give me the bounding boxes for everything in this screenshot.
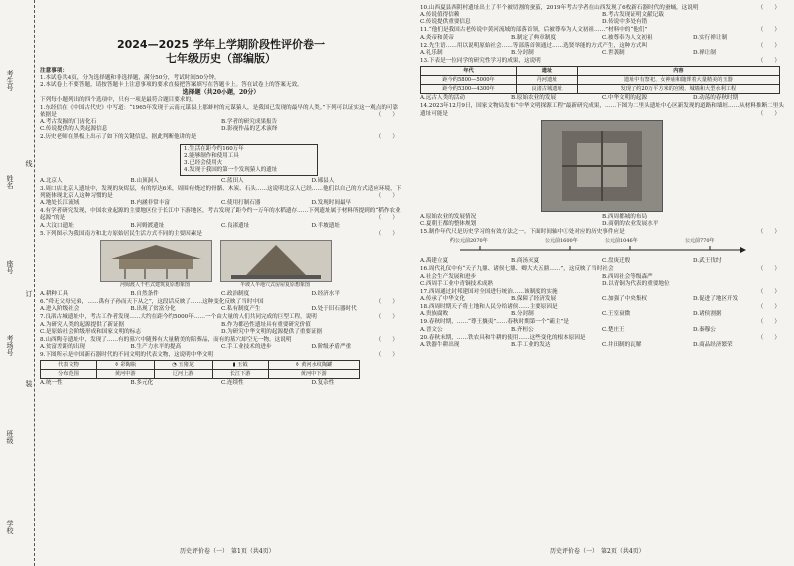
- option: D.影视作品的艺术演绎: [221, 126, 278, 133]
- question-2: [40, 134, 402, 184]
- option: A.耕种工具: [40, 290, 69, 297]
- option: C.连续性: [221, 380, 244, 387]
- question-3: [40, 186, 402, 207]
- answer-blank: （ ）: [375, 134, 398, 141]
- table-header: 遗址: [517, 67, 578, 76]
- option: D.武王伐纣: [693, 258, 722, 265]
- option: B.原始农业的发展: [511, 95, 557, 102]
- answer-blank: （ ）: [375, 230, 398, 237]
- pottery-jar-icon: ⚱: [295, 361, 300, 368]
- table-cell: 黄河中下游: [268, 370, 359, 379]
- clue-line: 3.已经会使用火: [184, 159, 223, 166]
- question-stem: 6.“舜无父母兄弟，……禹有子孙而天下从之”，这段话反映了……这种变化反映了当时中国: [40, 299, 264, 306]
- label-school: 学校: [6, 520, 14, 534]
- exam-title: 2024—2025 学年上学期阶段性评价卷一: [116, 38, 326, 51]
- picture-caption: 半坡人半地穴式房屋复原想象图: [239, 281, 310, 288]
- question-6: [40, 299, 402, 313]
- option: B.河姆渡遗址: [130, 222, 165, 229]
- option: D.商品经济繁荣: [693, 341, 733, 348]
- question-10: [420, 5, 784, 26]
- option: C.私有制度产生: [221, 306, 261, 313]
- option: B.保障了经济发展: [511, 295, 557, 302]
- question-stem: 9.下图所示是中国新石器时代的不同文明的代表文物，这说明中华文明: [40, 352, 214, 359]
- answer-blank: （ ）: [757, 304, 780, 311]
- answer-blank: （ ）: [375, 299, 398, 306]
- option: C.良渚遗址: [221, 222, 250, 229]
- option: D.阶级矛盾严重: [311, 344, 352, 351]
- question-18: [420, 304, 784, 318]
- artifact-table: [40, 360, 360, 379]
- option: C.是原始社会阶级形成和国家文明的标志: [40, 328, 141, 335]
- answer-blank: （ ）: [757, 58, 780, 65]
- option: A.统一性: [40, 380, 63, 387]
- table-cell: 遗址中有祭祀、女神庙和随葬着大量精美的玉器: [577, 76, 779, 85]
- option: A.炎帝和黄帝: [420, 34, 454, 41]
- jade-dragon-icon: ◔: [172, 361, 177, 368]
- option: A.地处长江流域: [40, 200, 80, 207]
- option: B.西周都城的布局: [602, 213, 648, 220]
- option: B.齐桓公: [511, 326, 534, 333]
- option: D.半坡遗址: [311, 222, 340, 229]
- timeline-label: 约公元前2070年: [450, 238, 488, 245]
- artifact-name: 彩陶瓶: [120, 361, 137, 368]
- table-cell: 代表文物: [41, 361, 97, 370]
- research-table: [420, 66, 780, 94]
- cut-mark-3: 装: [25, 380, 33, 387]
- table-cell: 发现了约20万平方米的宫殿、城墙和大型水利工程: [577, 85, 779, 94]
- question-stem: 8.山西陶寺遗址中，发现了……有的墓穴中随葬有大量精美的陪葬品，而有的墓穴却空无一物。这说明: [40, 336, 292, 343]
- question-stem: 20.春秋末期，……铁农具和牛耕的使用……这些变化的根本原因是: [420, 334, 586, 341]
- question-stem: 7.良渚古城遗址中，考古工作者发现……大约在距今约5000年……一个由大量的人们共同完成的巨型工程，说明: [40, 314, 317, 321]
- option: D.禅让制: [693, 49, 716, 56]
- question-19: [420, 319, 784, 333]
- answer-blank: （ ）: [757, 5, 780, 11]
- option: B.作为都邑性遗址具有重要研究价值: [221, 321, 311, 328]
- page-footer-right: 历史评价卷（一） 第2页（共4页）: [550, 548, 645, 555]
- notes-heading: 注意事项：: [40, 68, 68, 74]
- option: A.禹建立夏: [420, 258, 449, 265]
- table-cell: 辽河上游: [154, 370, 212, 379]
- question-16: [420, 266, 784, 287]
- option: A.考古发掘的门齿化石: [40, 119, 97, 126]
- option: D.发现时间最早: [311, 200, 352, 207]
- option: B.多元化: [130, 380, 154, 387]
- option: A.原始农业的发展情况: [420, 213, 477, 220]
- erlitou-site-photo: [541, 120, 663, 212]
- option: A.传承了中华文化: [420, 295, 465, 302]
- question-stem: 12.先生语……用以说明原始社会……等部落首领通过……选贤举能的方式产生，这种方式叫: [420, 42, 648, 49]
- option: D.传说中多处有错: [602, 19, 648, 26]
- stilt-house-illustration: [100, 240, 212, 282]
- option: D.动荡的春秋时期: [693, 95, 739, 102]
- option: C.政治制度: [221, 290, 250, 297]
- answer-blank: （ ）: [757, 42, 780, 49]
- painted-pottery-icon: ⚱: [114, 361, 119, 368]
- option: D.商朝的农业发展水平: [602, 220, 659, 227]
- timeline-label: 公元前1600年: [545, 238, 578, 245]
- question-17: [420, 289, 784, 303]
- question-8: [40, 337, 402, 351]
- table-header: 年代: [421, 67, 517, 76]
- label-exam-room: 考场号: [6, 335, 14, 356]
- label-name: 姓名: [6, 175, 14, 189]
- question-stem: 10.山西夏县西阴村遗址出土了半个被切割的蚕茧，2019年考古学者在山西发现了6枚新石器时代的蚕蛹，这说明: [420, 5, 699, 11]
- option: A.铁器牛耕出现: [420, 341, 460, 348]
- answer-blank: （ ）: [375, 111, 398, 118]
- option: C.蓝田人: [221, 177, 244, 184]
- question-7: [40, 314, 402, 335]
- answer-blank: （ ）: [757, 110, 780, 117]
- question-stem: 16.周代礼仪中有“天子九鼎、诸侯七鼎、卿大夫五鼎……”，这反映了当时社会: [420, 266, 614, 273]
- option: A.社会生产发展和进步: [420, 273, 477, 280]
- option: D.为研究中华文明的起源提供了重要证据: [221, 328, 323, 335]
- option: D.诸侯割据: [693, 311, 722, 318]
- question-stem: 15.制作年代尺是历史学习的有效方法之一。下面时间轴中①处对应的历史事件应是: [420, 229, 625, 236]
- note-item: 1.本试卷共4页，分为选择题和非选择题，满分50分，考试时间50分钟。: [40, 75, 220, 82]
- option: B.商汤灭夏: [511, 258, 540, 265]
- option: C.盘庚迁殷: [602, 258, 631, 265]
- table-cell: 距今约5800—5000年: [421, 76, 517, 85]
- answer-blank: （ ）: [757, 266, 780, 273]
- question-14: [420, 103, 784, 228]
- option: B.内涵非常丰富: [130, 200, 170, 207]
- option: D.郧县人: [311, 177, 335, 184]
- table-cell: [212, 361, 268, 370]
- option: A.进入阶级社会: [40, 306, 80, 313]
- jade-axe-icon: ▮: [232, 361, 236, 368]
- option: A.北京人: [40, 177, 63, 184]
- answer-blank: （ ）: [375, 192, 398, 199]
- page-2: [420, 4, 784, 349]
- question-5: [40, 231, 402, 298]
- option: D.实行禅让制: [693, 34, 728, 41]
- option: B.自然条件: [130, 290, 159, 297]
- question-1: [40, 105, 402, 134]
- option: D.秦穆公: [693, 326, 716, 333]
- option: B.生产力水平的提高: [130, 344, 182, 351]
- clue-line: 1.生活在距今约160万年: [184, 145, 244, 152]
- option: A.贫富差距的出现: [40, 344, 85, 351]
- clue-line: 2.能够制作和使用工具: [184, 152, 239, 159]
- option: A.晋文公: [420, 326, 443, 333]
- label-candidate-number: 考生号: [6, 70, 14, 91]
- option: B.分封制: [511, 311, 534, 318]
- question-9: [40, 352, 402, 387]
- note-item: 2.本试卷上不要答题，请按答题卡上注意事项的要求直接把答案填写在答题卡上。答在试卷上的答案无效。: [40, 82, 303, 89]
- question-stem: 18.西周时期天子将土地和人民分给诸侯……主要原因是: [420, 304, 558, 311]
- section-instruction: 下列每小题列出的四个选项中，只有一项是最符合题目要求的。: [40, 96, 197, 103]
- question-stem: 1.东经信在《中国古代史》中写道：“1965年发现于云南元谋县上那蚌村的元谋猿人，是我国已发现的最早的人类。”下列可以证实这一观点的可靠依据是: [40, 104, 399, 118]
- question-stem: 4.有学者研究发现，中国农业起源的主要地区位于长江中下游地区，考古发现了距今约一万年的水稻遗存……下列遗址属于材料所提到的“稻作农业起源”的是: [40, 208, 401, 222]
- question-15: [420, 229, 784, 265]
- question-stem: 13.下表是一位同学的研究性学习的成果，这说明: [420, 58, 541, 65]
- cut-mark-1: 线: [25, 160, 33, 167]
- option: A.为研究人类的起源提供了新证据: [40, 321, 125, 328]
- table-cell: [96, 361, 154, 370]
- answer-blank: （ ）: [757, 334, 780, 341]
- answer-blank: （ ）: [757, 229, 780, 236]
- timeline-label: 公元前770年: [685, 238, 715, 245]
- clue-line: 4.发现于我国的第一个发现猿人的遗址: [184, 166, 278, 173]
- option: C.楚庄王: [602, 326, 625, 333]
- section-heading: 选择题（共20小题，20分）: [182, 89, 260, 97]
- table-cell: 分布范围: [41, 370, 97, 379]
- answer-blank: （ ）: [757, 27, 780, 34]
- option: B.山顶洞人: [130, 177, 159, 184]
- option: C.传说提供的人类起源信息: [40, 126, 108, 133]
- question-stem: 14.2023年12月9日，国家文物局发布“中华文明探源工程”最新研究成果，……下图为二里头遗址中心区新发现的道路和墙垣……从材料推断二里头遗址可能是: [420, 103, 784, 117]
- table-cell: [154, 361, 212, 370]
- clue-box: [180, 144, 318, 176]
- option: C.王室衰微: [602, 311, 631, 318]
- option: D.促进了地区开发: [693, 295, 739, 302]
- question-stem: 2.历史老师在黑板上出示了如下的关键信息，据此判断他讲的是: [40, 134, 197, 141]
- artifact-name: 玉猪龙: [178, 361, 194, 368]
- answer-blank: （ ）: [757, 288, 780, 295]
- option: A.远古人类的活动: [420, 95, 465, 102]
- page-1: [40, 4, 402, 388]
- answer-blank: （ ）: [375, 314, 398, 321]
- question-stem: 5.下列图示为我国南方和北方原始居民生活方式不同的主要因素是: [40, 230, 202, 237]
- question-11: [420, 27, 784, 41]
- picture-caption: 河姆渡人干栏式建筑复原想象图: [119, 281, 190, 288]
- table-cell: [268, 361, 359, 370]
- answer-blank: （ ）: [375, 352, 398, 359]
- option: C.被尊奉为人文初祖: [602, 34, 653, 41]
- table-header: 内容: [577, 67, 779, 76]
- table-cell: 丹河遗址: [517, 76, 578, 85]
- option: B.制定了典章制度: [511, 34, 557, 41]
- exam-subtitle: 七年级历史（部编版）: [166, 52, 276, 65]
- table-cell: 黄河中游: [96, 370, 154, 379]
- option: C.井田制的瓦解: [602, 341, 642, 348]
- question-stem: 17.西周通过封邦建国对全国进行统治……该制度的实施: [420, 288, 558, 295]
- answer-blank: （ ）: [375, 215, 398, 222]
- question-20: [420, 335, 784, 349]
- option: C.世袭制: [602, 49, 625, 56]
- label-seat: 座号: [6, 260, 14, 274]
- option: C.西周手工业中青铜技术成熟: [420, 280, 493, 287]
- option: A.贵族腐败: [420, 311, 449, 318]
- option: C.手工业技术的进步: [221, 344, 272, 351]
- answer-blank: （ ）: [757, 319, 780, 326]
- option: B.出现了贫富分化: [130, 306, 176, 313]
- question-4: [40, 208, 402, 229]
- option: B.分封制: [511, 49, 534, 56]
- artifact-name: 黄河水纹陶罐: [301, 361, 333, 368]
- option: D.经济水平: [311, 290, 340, 297]
- table-cell: 距今约5300—4300年: [421, 85, 517, 94]
- option: D.以青铜为代表的重要地位: [602, 280, 670, 287]
- label-class: 班级: [6, 430, 14, 444]
- option: B.学者的研究成果报告: [221, 119, 278, 126]
- option: D.复杂性: [311, 380, 335, 387]
- option: C.加强了中央集权: [602, 295, 648, 302]
- question-12: [420, 43, 784, 57]
- page-footer-left: 历史评价卷（一） 第1页（共4页）: [180, 548, 275, 555]
- option: C.中华文明的起源: [602, 95, 648, 102]
- binding-margin: [0, 0, 35, 566]
- option: A.礼乐制: [420, 49, 443, 56]
- timeline-label: 公元前1046年: [605, 238, 638, 245]
- cut-mark-2: 订: [25, 290, 33, 297]
- question-stem: 3.周口店北京人遗址中，发现的灰烬层，有的厚达6米，周围有烧过的骨骼、木炭、石头……这说明北京人已经……他们以自己的方式适应环境，下列能体现北京人这种习惯的是: [40, 185, 402, 199]
- answer-blank: （ ）: [375, 336, 398, 343]
- pit-house-illustration: [220, 240, 332, 282]
- timeline: [420, 238, 784, 256]
- table-cell: 长江下游: [212, 370, 268, 379]
- question-stem: 19.春秋时期，……“尊王攘夷”……春秋时期第一个“霸主”是: [420, 319, 569, 326]
- table-cell: 良渚古城遗址: [517, 85, 578, 94]
- question-13: [420, 58, 784, 102]
- question-stem: 11.“他们是我国古老传说中黄河流域的部落首领，后被尊奉为人文初祖……”材料中的“他们”: [420, 27, 648, 34]
- option: B.考古发现证明文献记载: [602, 12, 664, 19]
- option: B.手工业的发达: [511, 341, 551, 348]
- artifact-name: 玉钺: [237, 361, 248, 368]
- option: C.传说提供重要信息: [420, 19, 471, 26]
- option: A.传说值得信赖: [420, 12, 460, 19]
- option: C.使用打制石器: [221, 200, 261, 207]
- option: D.处于旧石器时代: [311, 306, 357, 313]
- option: B.西周社会等级森严: [602, 273, 653, 280]
- option: C.夏朝王都的整体规划: [420, 220, 477, 227]
- option: A.大汶口遗址: [40, 222, 74, 229]
